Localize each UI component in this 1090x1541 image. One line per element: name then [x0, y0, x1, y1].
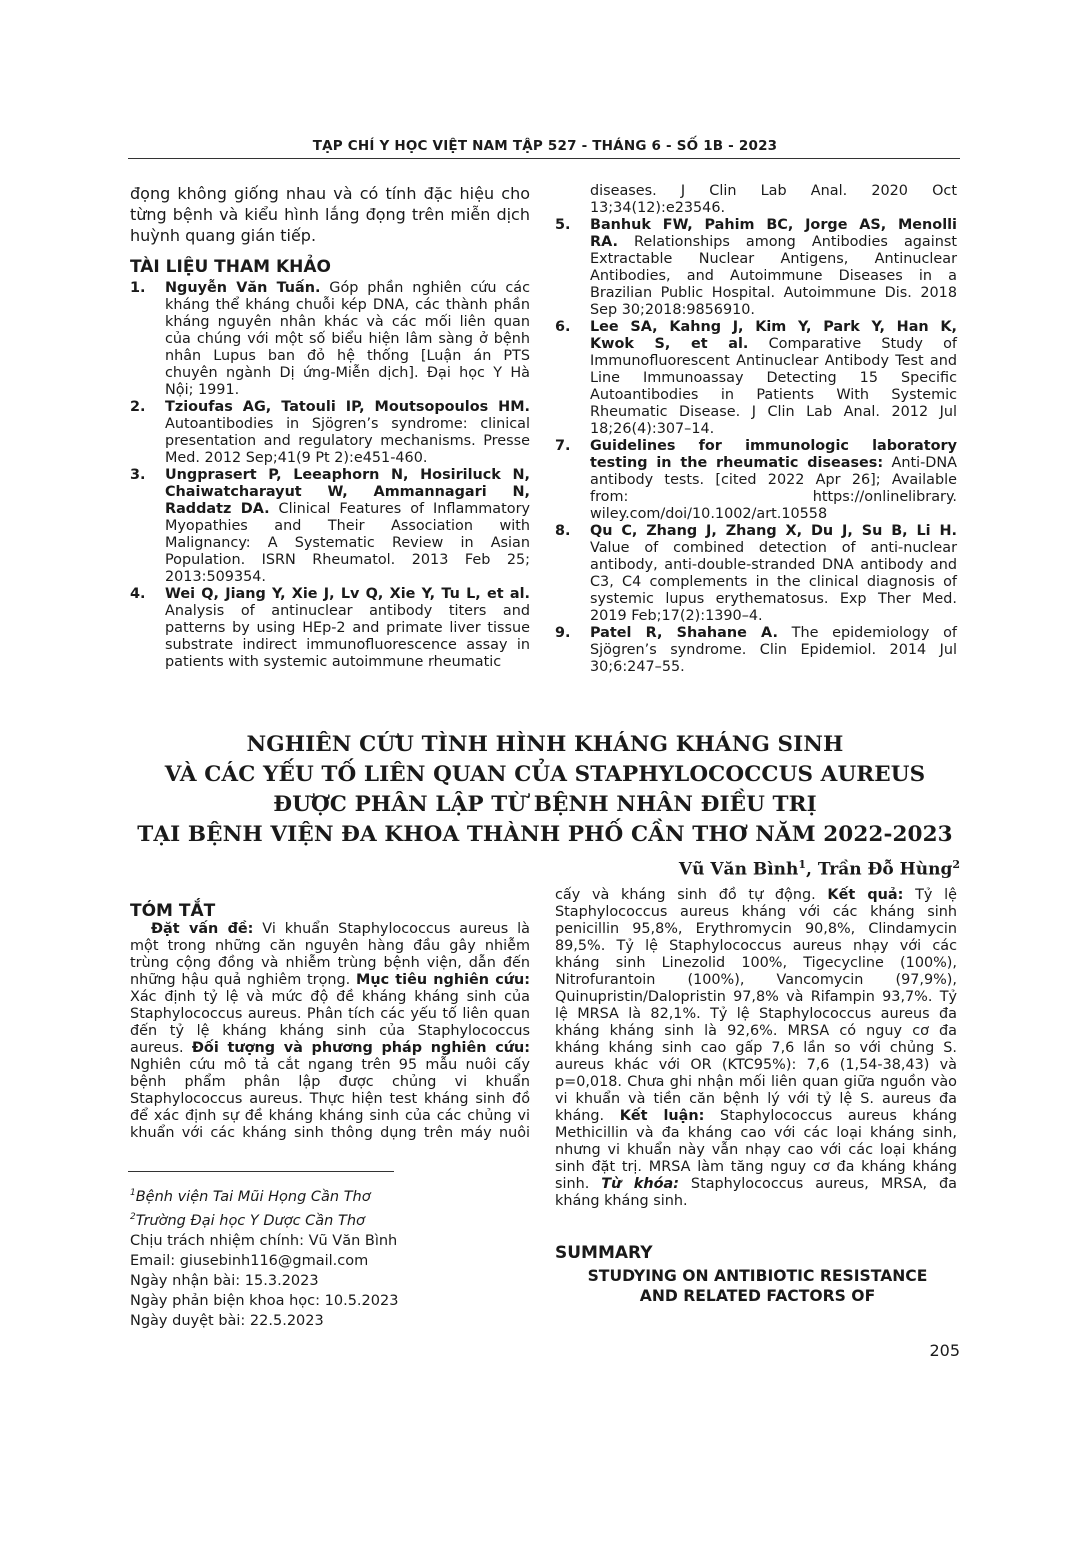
reference-text: wiley.com/doi/10.1002/art.10558	[590, 506, 828, 522]
abstract-text: trùng cộng đồng và nhiễm trùng bệnh viện, dẫn đến	[130, 955, 530, 971]
abstract-line	[555, 1074, 957, 1091]
left-continued-text	[130, 183, 530, 246]
reference-text: Med. 2012 Sep;41(9 Pt 2):e451-460.	[165, 450, 428, 466]
abstract-line	[130, 921, 530, 938]
reference-number: 4.	[130, 586, 146, 602]
reference-authors: Banhuk FW, Pahim BC, Jorge AS, Menolli	[590, 217, 957, 233]
reference-item	[130, 280, 530, 399]
title-line: ĐƯỢC PHÂN LẬP TỪ BỆNH NHÂN ĐIỀU TRỊ	[273, 792, 817, 817]
abstract-text: 89,5%. Tỷ lệ Staphylococcus aureus nhạy với các	[555, 938, 957, 954]
footnotes	[130, 1183, 398, 1331]
abstract-text: Staphylococcus aureus kháng với các kháng sinh	[555, 904, 957, 920]
reference-item	[555, 625, 957, 676]
abstract-line	[555, 1125, 957, 1142]
reference-text: patterns by using HEp-2 and primate liver tissue	[165, 620, 530, 636]
abstract-text: kháng kháng sinh là 92,6%. MRSA có nguy cơ đa	[555, 1023, 957, 1039]
reference-line	[165, 518, 530, 535]
page-number: 205	[929, 1341, 960, 1360]
abstract-text: Methicillin và đa kháng cao với các loại kháng sinh,	[555, 1125, 957, 1141]
reference-authors: Ungprasert P, Leeaphorn N, Hosiriluck N,	[165, 467, 530, 483]
abstract-line	[130, 1006, 530, 1023]
abstract-line	[130, 955, 530, 972]
abstract-text: sinh.	[555, 1176, 602, 1192]
reference-text: antibody, anti-double-stranded DNA antibody and	[590, 557, 957, 573]
reference-text: Góp phần nghiên cứu các	[320, 280, 530, 296]
abstract-line	[555, 938, 957, 955]
reference-text: 2019 Feb;17(2):1390–4.	[590, 608, 763, 624]
reference-line	[165, 637, 530, 654]
abstract-line	[555, 972, 957, 989]
affiliation-marker: 1	[798, 858, 807, 871]
reference-line	[590, 557, 957, 574]
abstract-line	[130, 1091, 530, 1108]
reference-line	[590, 387, 957, 404]
reference-item	[555, 217, 957, 319]
reference-line	[590, 438, 957, 455]
abstract-left-column	[130, 921, 530, 1142]
reference-authors: Nguyễn Văn Tuấn.	[165, 280, 321, 296]
reference-text: Myopathies and Their Association with	[165, 518, 530, 534]
abstract-line	[555, 1006, 957, 1023]
article-title	[130, 730, 960, 850]
abstract-label: Kết quả:	[827, 887, 904, 903]
reference-line	[165, 603, 530, 620]
reference-line	[165, 654, 530, 671]
abstract-line	[130, 1074, 530, 1091]
abstract-line	[130, 1040, 530, 1057]
reference-item	[130, 399, 530, 467]
reference-number: 8.	[555, 523, 571, 539]
reference-text: 30;6:247–55.	[590, 659, 685, 675]
abstract-line	[555, 1057, 957, 1074]
reference-text: Autoantibodies in Sjögren’s syndrome: clinical	[165, 416, 530, 432]
article-authors	[679, 858, 960, 880]
reference-text: The epidemiology of	[777, 625, 957, 641]
text-line: từng bệnh và kiểu hình lắng đọng trên miễn dịch	[130, 205, 530, 224]
abstract-text: đến tỷ lệ kháng kháng sinh của Staphylococcus	[130, 1023, 530, 1039]
abstract-text: cấy và kháng sinh đồ tự động.	[555, 887, 828, 903]
reference-text: presentation and regulatory mechanisms. Presse	[165, 433, 530, 449]
reference-text: Analysis of antinuclear antibody titers and	[165, 603, 530, 619]
reference-text: kháng nguyên nhân khác và các mối liên quan	[165, 314, 530, 330]
reference-line	[590, 659, 957, 676]
reference-line	[165, 297, 530, 314]
abstract-text: aureus khác với OR (KTC95%): 7,6 (1,54-38,43) và	[555, 1057, 957, 1073]
reference-item	[130, 586, 530, 671]
reference-text: Line Immunoassay Detecting 15 Specific	[590, 370, 957, 386]
affiliation-marker: 2	[130, 1211, 136, 1222]
reference-text: nhân Lupus ban đỏ hệ thống [Luận án PTS	[165, 348, 530, 364]
reference-text: Clinical Features of Inflammatory	[269, 501, 531, 517]
abstract-text: Staphylococcus aureus, MRSA, đa	[678, 1176, 957, 1192]
reference-line	[165, 586, 530, 603]
abstract-text: để xác định sự đề kháng kháng sinh của các chủng vi	[130, 1108, 530, 1124]
reference-line	[165, 399, 530, 416]
reference-authors: RA.	[590, 234, 618, 250]
abstract-line	[555, 1091, 957, 1108]
email: Email: giusebinh116@gmail.com	[130, 1252, 369, 1269]
abstract-line	[555, 1142, 957, 1159]
abstract-label: Đối tượng và phương pháp nghiên cứu:	[191, 1040, 530, 1056]
abstract-line	[130, 1108, 530, 1125]
left-references	[130, 280, 530, 671]
summary-heading: SUMMARY	[555, 1243, 653, 1263]
reference-text: Population. ISRN Rheumatol. 2013 Feb 25;	[165, 552, 530, 568]
reference-item	[130, 467, 530, 586]
reference-number: 1.	[130, 280, 146, 296]
abstract-text: aureus.	[130, 1040, 192, 1056]
reference-text: patients with systemic autoimmune rheumatic	[165, 654, 502, 670]
reference-line	[590, 421, 957, 438]
reference-line	[165, 552, 530, 569]
reference-number: 9.	[555, 625, 571, 641]
reference-authors: Raddatz DA.	[165, 501, 270, 517]
author-name: Trần Đỗ Hùng	[817, 859, 953, 880]
abstract-text: Staphylococcus aureus. Thực hiện test kháng sinh đồ	[130, 1091, 530, 1107]
reference-line	[590, 472, 957, 489]
reference-line	[590, 353, 957, 370]
reference-line	[165, 416, 530, 433]
abstract-text: nhưng vi khuẩn này vẫn nhạy cao với các loại kháng	[555, 1142, 957, 1158]
abstract-right-column	[555, 887, 957, 1210]
reference-line	[165, 484, 530, 501]
corresponding-author: Chịu trách nhiệm chính: Vũ Văn Bình	[130, 1232, 398, 1249]
abstract-line	[555, 1040, 957, 1057]
abstract-line	[555, 955, 957, 972]
reference-text: Brazilian Public Hospital. Autoimmune Dis. 2018	[590, 285, 957, 301]
reference-line: 13;34(12):e23546.	[590, 200, 726, 216]
affiliation-marker: 1	[130, 1188, 136, 1198]
reference-line	[590, 336, 957, 353]
abstract-text: vi khuẩn và tiền căn bệnh lý với tỷ lệ S. aureus đa	[555, 1091, 957, 1107]
text-line: huỳnh quang gián tiếp.	[130, 226, 317, 245]
reference-text: Autoantibodies in Patients With Systemic	[590, 387, 957, 403]
reference-text: antibody tests. [cited 2022 Apr 26]; Available	[590, 472, 957, 488]
reference-line	[165, 280, 530, 297]
date-accepted: Ngày duyệt bài: 22.5.2023	[130, 1312, 324, 1329]
reference-authors: Chaiwatcharayut W, Ammannagari N,	[165, 484, 530, 500]
reference-line	[165, 314, 530, 331]
reference-text: Nội; 1991.	[165, 382, 240, 398]
summary-title	[555, 1266, 960, 1306]
reference-authors: Kwok S, et al.	[590, 336, 749, 352]
abstract-line	[130, 938, 530, 955]
reference-text: Rheumatic Disease. J Clin Lab Anal. 2012 Jul	[590, 404, 957, 420]
reference-line	[590, 574, 957, 591]
reference-text: Relationships among Antibodies against	[617, 234, 957, 250]
reference-line	[165, 450, 530, 467]
reference-line	[165, 382, 530, 399]
reference-line	[165, 365, 530, 382]
abstract-text: Staphylococcus aureus kháng	[704, 1108, 957, 1124]
abstract-label: Đặt vấn đề:	[151, 921, 254, 937]
reference-line	[590, 540, 957, 557]
reference-number: 2.	[130, 399, 146, 415]
reference-text: 18;26(4):307–14.	[590, 421, 715, 437]
reference-authors: Patel R, Shahane A.	[590, 625, 778, 641]
abstract-text: khuẩn với các kháng sinh thông dụng trên máy nuôi	[130, 1125, 530, 1141]
abstract-text: Tỷ lệ	[903, 887, 958, 903]
reference-continuation	[555, 183, 957, 217]
affiliation-1	[130, 1183, 398, 1207]
abstract-line	[130, 1057, 530, 1074]
reference-line	[590, 319, 957, 336]
reference-text: systemic lupus erythematosus. Exp Ther Med.	[590, 591, 957, 607]
abstract-text: Staphylococcus aureus. Phân tích các yếu tố liên quan	[130, 1006, 530, 1022]
reference-text: from: https://onlinelibrary.	[590, 489, 957, 505]
reference-text: của chúng với một số biểu hiện lâm sàng ở bệnh	[165, 331, 530, 347]
text-line: đọng không giống nhau và có tính đặc hiệu cho	[130, 184, 530, 203]
reference-number: 3.	[130, 467, 146, 483]
title-line: VÀ CÁC YẾU TỐ LIÊN QUAN CỦA STAPHYLOCOCCUS AUREUS	[164, 762, 926, 787]
reference-line	[165, 348, 530, 365]
reference-text: Immunofluorescent Antinuclear Antibody Test and	[590, 353, 957, 369]
abstract-line	[130, 1125, 530, 1142]
reference-text: Malignancy: A Systematic Review in Asian	[165, 535, 530, 551]
abstract-heading: TÓM TẮT	[130, 901, 216, 921]
abstract-line	[555, 1193, 957, 1210]
header-divider	[128, 158, 960, 159]
reference-line	[590, 251, 957, 268]
reference-item	[555, 319, 957, 438]
reference-authors: Wei Q, Jiang Y, Xie J, Lv Q, Xie Y, Tu L, et al.	[165, 586, 530, 602]
abstract-line	[555, 1023, 957, 1040]
abstract-text: những hậu quả nghiêm trọng.	[130, 972, 356, 988]
author-separator: ,	[806, 859, 818, 880]
affiliation-text: Bệnh viện Tai Mũi Họng Cần Thơ	[135, 1188, 371, 1205]
abstract-text: p=0,018. Chưa ghi nhận mối liên quan giữa nguồn vào	[555, 1074, 957, 1090]
reference-line	[590, 404, 957, 421]
reference-line	[590, 455, 957, 472]
abstract-line	[130, 972, 530, 989]
date-received: Ngày nhận bài: 15.3.2023	[130, 1272, 319, 1289]
reference-authors: Guidelines for immunologic laboratory	[590, 438, 957, 454]
abstract-line	[555, 1176, 957, 1193]
abstract-text: Xác định tỷ lệ và mức độ đề kháng kháng sinh của	[130, 989, 530, 1005]
right-references	[555, 183, 957, 676]
summary-title-line: STUDYING ON ANTIBIOTIC RESISTANCE	[587, 1267, 928, 1285]
abstract-line	[555, 904, 957, 921]
reference-authors: testing in the rheumatic diseases:	[590, 455, 884, 471]
abstract-line	[130, 1023, 530, 1040]
reference-number: 7.	[555, 438, 571, 454]
abstract-text: Vi khuẩn Staphylococcus aureus là	[253, 921, 530, 937]
abstract-text: Quinupristin/Dalopristin 97,8% và Rifampin 93,7%. Tỷ	[555, 989, 957, 1005]
abstract-text: kháng sinh Linezolid 100%, Tigecycline (100%),	[555, 955, 957, 971]
reference-text: Extractable Nuclear Antigens, Antinuclear	[590, 251, 957, 267]
abstract-line	[555, 1108, 957, 1125]
reference-line	[590, 591, 957, 608]
reference-text: 2013:509354.	[165, 569, 266, 585]
reference-line	[590, 234, 957, 251]
reference-text: Comparative Study of	[748, 336, 958, 352]
affiliation-text: Trường Đại học Y Dược Cần Thơ	[135, 1212, 365, 1229]
reference-item	[555, 523, 957, 625]
affiliation-marker: 2	[952, 858, 960, 871]
abstract-line	[555, 1159, 957, 1176]
abstract-line	[555, 921, 957, 938]
author-name: Vũ Văn Bình	[678, 859, 799, 880]
abstract-text: kháng kháng sinh.	[555, 1193, 688, 1209]
reference-line: diseases. J Clin Lab Anal. 2020 Oct	[590, 183, 957, 199]
reference-line	[590, 523, 957, 540]
reference-line	[165, 569, 530, 586]
abstract-text: kháng kháng sinh cao gấp 7,6 lần so với chủng S.	[555, 1040, 957, 1056]
abstract-label: Từ khóa:	[601, 1176, 679, 1192]
reference-text: kháng thể kháng chuỗi kép DNA, các thành phần	[165, 297, 530, 313]
reference-line	[165, 467, 530, 484]
reference-line	[590, 285, 957, 302]
abstract-text: sinh đặt trị. MRSA làm tăng nguy cơ đa kháng kháng	[555, 1159, 957, 1175]
reference-text: C3, C4 complements in the clinical diagnosis of	[590, 574, 957, 590]
title-line: NGHIÊN CỨU TÌNH HÌNH KHÁNG KHÁNG SINH	[246, 732, 844, 757]
title-line: TẠI BỆNH VIỆN ĐA KHOA THÀNH PHỐ CẦN THƠ NĂM 2022-2023	[137, 822, 953, 847]
reference-line	[165, 331, 530, 348]
abstract-text: kháng.	[555, 1108, 620, 1124]
reference-line	[590, 642, 957, 659]
reference-line	[590, 625, 957, 642]
reference-line	[590, 506, 957, 523]
reference-item	[555, 438, 957, 523]
abstract-text: lệ MRSA là 82,1%. Tỷ lệ Staphylococcus aureus đa	[555, 1006, 957, 1022]
reference-text: Sep 30;2018:9856910.	[590, 302, 755, 318]
reference-authors: Tzioufas AG, Tatouli IP, Moutsopoulos HM.	[165, 399, 530, 415]
reference-text: Anti-DNA	[883, 455, 957, 471]
date-reviewed: Ngày phản biện khoa học: 10.5.2023	[130, 1292, 399, 1309]
reference-line	[590, 370, 957, 387]
summary-title-line: AND RELATED FACTORS OF	[639, 1287, 876, 1305]
abstract-text: bệnh phẩm phân lập được chủng vi khuẩn	[130, 1074, 530, 1090]
abstract-label: Kết luận:	[619, 1108, 705, 1124]
affiliation-2	[130, 1207, 398, 1231]
reference-line	[165, 620, 530, 637]
reference-line	[590, 268, 957, 285]
reference-text: substrate indirect immunofluorescence assay in	[165, 637, 530, 653]
reference-line	[590, 302, 957, 319]
abstract-text: một trong những căn nguyên hàng đầu gây nhiễm	[130, 938, 530, 954]
reference-text: Sjögren’s syndrome. Clin Epidemiol. 2014 Jul	[590, 642, 957, 658]
journal-header: TẠP CHÍ Y HỌC VIỆT NAM TẬP 527 - THÁNG 6 - SỐ 1B - 2023	[312, 138, 778, 154]
reference-line	[165, 501, 530, 518]
abstract-line	[555, 887, 957, 904]
reference-line	[590, 217, 957, 234]
abstract-text: Nghiên cứu mô tả cắt ngang trên 95 mẫu nuôi cấy	[130, 1057, 530, 1073]
reference-line	[590, 489, 957, 506]
reference-authors: Lee SA, Kahng J, Kim Y, Park Y, Han K,	[590, 319, 957, 335]
reference-text: Value of combined detection of anti-nuclear	[590, 540, 957, 556]
abstract-text: Nitrofurantoin (100%), Vancomycin (97,9%),	[555, 972, 957, 988]
references-heading: TÀI LIỆU THAM KHẢO	[130, 257, 331, 277]
reference-number: 6.	[555, 319, 571, 335]
reference-number: 5.	[555, 217, 571, 233]
footnote-divider	[128, 1171, 394, 1172]
reference-authors: Qu C, Zhang J, Zhang X, Du J, Su B, Li H.	[590, 523, 957, 539]
reference-line	[165, 433, 530, 450]
reference-line	[590, 608, 957, 625]
abstract-line	[130, 989, 530, 1006]
reference-text: Antibodies, and Autoimmune Diseases in a	[590, 268, 957, 284]
reference-line	[165, 535, 530, 552]
abstract-line	[555, 989, 957, 1006]
reference-text: chuyên ngành Dị ứng-Miễn dịch]. Đại học Y Hà	[165, 365, 530, 381]
abstract-text: penicillin 95,8%, Erythromycin 90,8%, Clindamycin	[555, 921, 957, 937]
abstract-label: Mục tiêu nghiên cứu:	[356, 972, 531, 988]
